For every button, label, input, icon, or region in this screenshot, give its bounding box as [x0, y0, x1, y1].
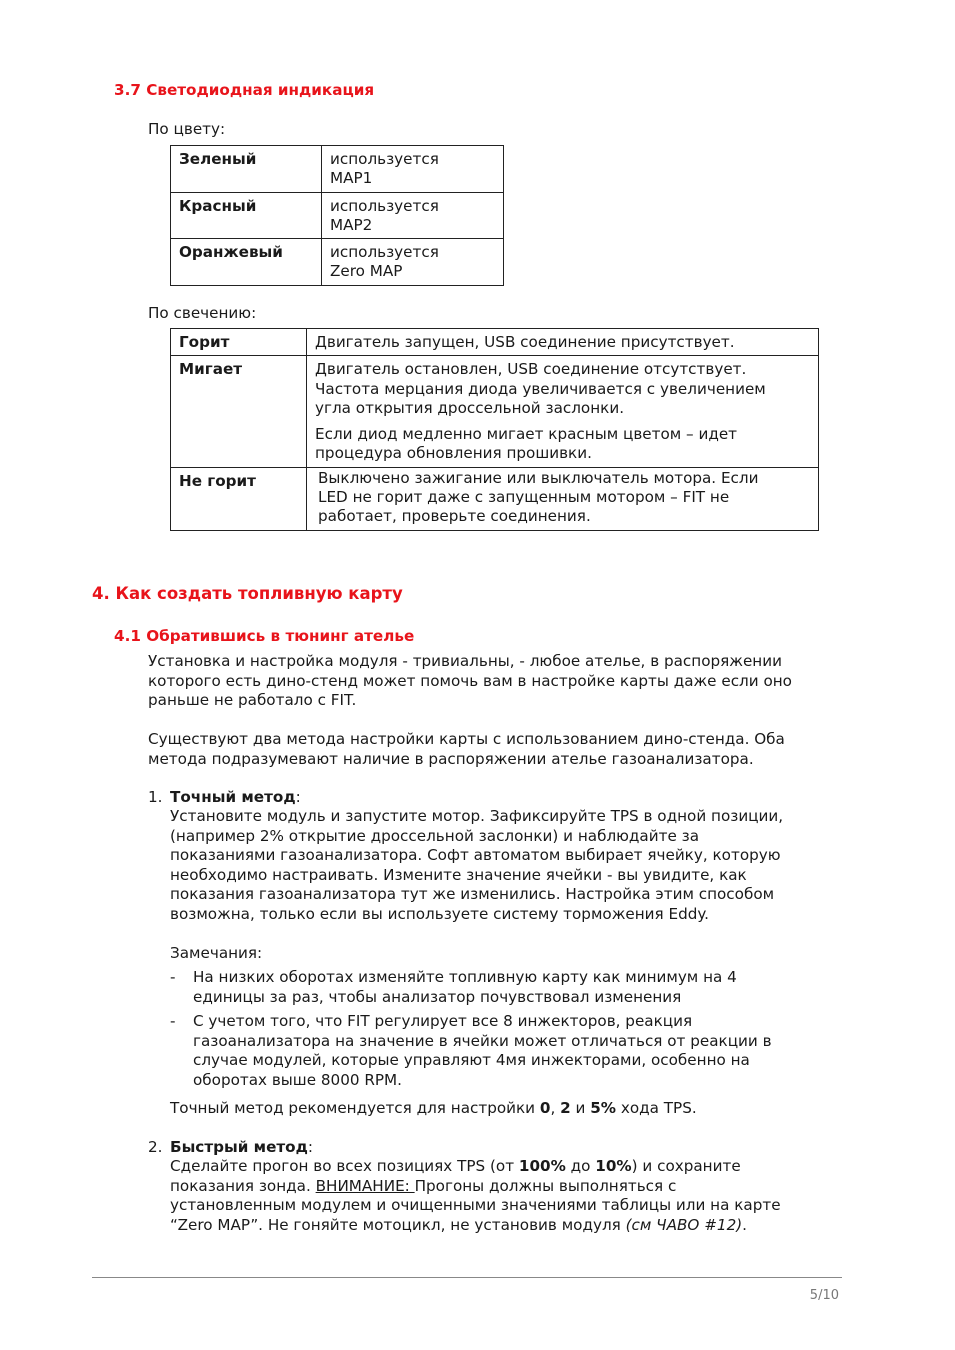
- section-4-1-heading: 4.1 Обратившись в тюнинг ателье: [114, 627, 415, 645]
- color-name: Оранжевый: [171, 239, 322, 286]
- color-desc: используется MAP2: [322, 192, 504, 239]
- glow-desc: Двигатель запущен, USB соединение присутствует.: [307, 329, 819, 356]
- glow-desc: Двигатель остановлен, USB соединение отсутствует. Частота мерцания диода увеличивается с увеличением угла открытия дроссельной заслонки. Если диод медленно мигает красным цветом – идет процедура обновления прошивки.: [307, 356, 819, 467]
- footer-rule: [92, 1277, 842, 1278]
- glow-name: Не горит: [171, 467, 307, 530]
- by-glow-label: По свечению:: [148, 304, 257, 322]
- color-name: Красный: [171, 192, 322, 239]
- table-row: [171, 467, 819, 530]
- method-1-title: Точный метод:: [170, 788, 301, 806]
- section-3-7-heading: 3.7 Светодиодная индикация: [114, 81, 375, 99]
- method-1-recommendation: Точный метод рекомендуется для настройки 0, 2 и 5% хода TPS.: [170, 1099, 697, 1117]
- method-2-title: Быстрый метод:: [170, 1138, 313, 1156]
- warning-label: ВНИМАНИЕ:: [315, 1176, 415, 1195]
- table-row: [171, 192, 504, 239]
- method-1-number: 1.: [148, 788, 163, 806]
- paragraph-intro: Установка и настройка модуля - тривиальны, - любое ателье, в распоряжении которого есть дино-стенд может помочь вам в настройке карты даже если оно раньше не работало с FIT.: [148, 652, 792, 709]
- glow-desc: Выключено зажигание или выключатель мотора. Если LED не горит даже с запущенным мотором – FIT не работает, проверьте соединения.: [307, 467, 819, 530]
- faq-reference: (см ЧАВО #12): [625, 1215, 743, 1234]
- glow-table: [170, 328, 819, 531]
- section-4-heading: 4. Как создать топливную карту: [92, 584, 403, 603]
- method-2-text: Сделайте прогон во всех позициях TPS (от 100% до 10%) и сохраните показания зонда. ВНИМАНИЕ: Прогоны должны выполняться с установленным модулем и очищенными значениями таблицы или на карте “Zero MAP”. Не гоняйте мотоцикл, не установив модуля (см ЧАВО #12).: [170, 1157, 781, 1234]
- notes-label: Замечания:: [170, 944, 263, 962]
- color-desc: используется Zero MAP: [322, 239, 504, 286]
- by-color-label: По цвету:: [148, 120, 226, 138]
- method-2-number: 2.: [148, 1138, 163, 1156]
- table-row: [171, 146, 504, 193]
- table-row: [171, 356, 819, 467]
- dash-bullet: -: [170, 1012, 176, 1030]
- paragraph-methods: Существуют два метода настройки карты с использованием дино-стенда. Оба метода подразумевают наличие в распоряжении ателье газоанализатора.: [148, 730, 785, 768]
- color-desc: используется MAP1: [322, 146, 504, 193]
- color-table: [170, 145, 504, 286]
- table-row: [171, 239, 504, 286]
- glow-name: Мигает: [171, 356, 307, 467]
- page-number: 5/10: [809, 1288, 839, 1303]
- method-1-text: Установите модуль и запустите мотор. Зафиксируйте TPS в одной позиции, (например 2% открытие дроссельной заслонки) и наблюдайте за показаниями газоанализатора. Софт автоматом выбирает ячейку, которую необходимо настраивать. Измените значение ячейки - вы увидите, как показания газоанализатора тут же изменились. Настройка этим способом возможна, только если вы используете систему торможения Eddy.: [170, 807, 784, 923]
- color-name: Зеленый: [171, 146, 322, 193]
- glow-name: Горит: [171, 329, 307, 356]
- dash-bullet: -: [170, 968, 176, 986]
- table-row: [171, 329, 819, 356]
